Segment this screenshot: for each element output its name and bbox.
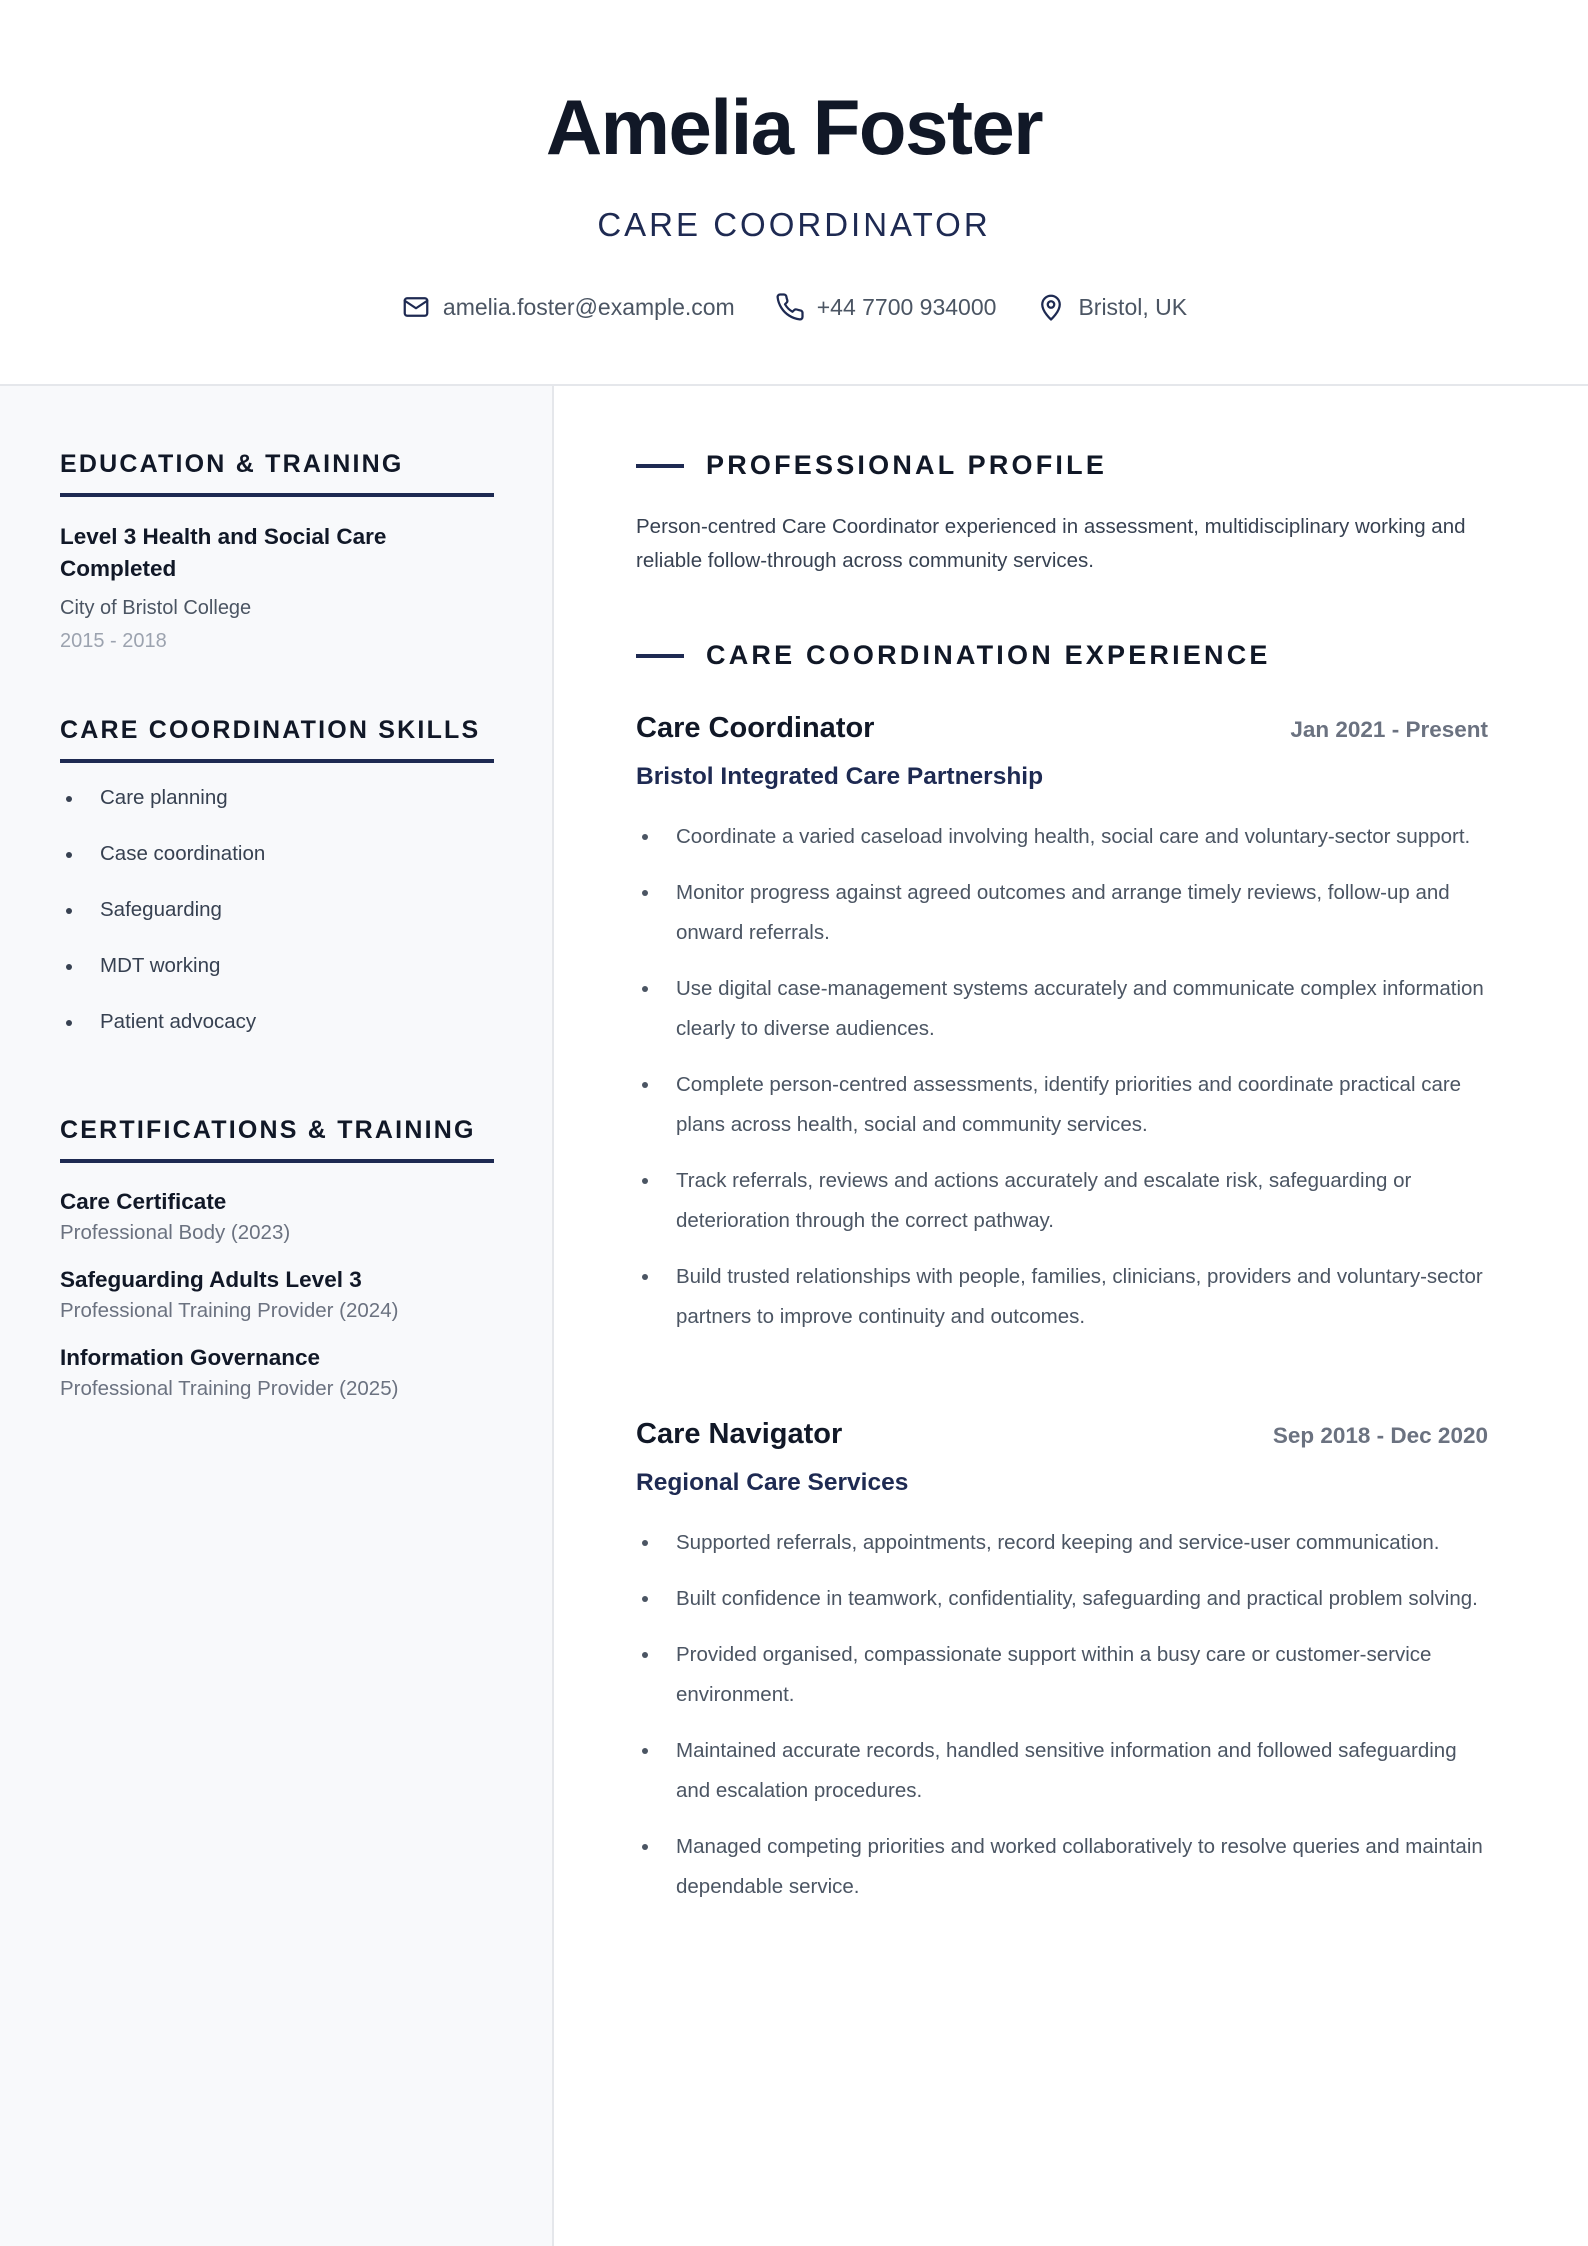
cert-item [60,1345,494,1401]
cert-name: Information Governance [60,1345,321,1370]
skill-item: Care planning [60,785,494,841]
experience-heading [636,640,1271,671]
job-bullet: Build trusted relationships with people, families, clinicians, providers and voluntary-sector partners to improve continuity and outcomes. [636,1257,1488,1337]
contact-location-text: Bristol, UK [1078,293,1188,320]
skill-item: Safeguarding [60,897,494,953]
mail-icon [401,292,431,322]
contact-email-text: amelia.foster@example.com [442,293,735,320]
job-entry [636,1418,1488,1923]
skills-section [60,716,494,1065]
education-years: 2015 - 2018 [60,630,167,652]
sidebar [0,386,554,2246]
job-bullet: Supported referrals, appointments, record keeping and service-user communication. [636,1523,1488,1563]
education-heading: EDUCATION & TRAINING [60,450,494,497]
experience-heading-text: CARE COORDINATION EXPERIENCE [706,640,1271,670]
candidate-name: Amelia Foster [545,83,1043,171]
skill-item: Case coordination [60,841,494,897]
job-bullet: Track referrals, reviews and actions accurately and escalate risk, safeguarding or deterioration through the correct pathway. [636,1161,1488,1241]
education-degree: Level 3 Health and Social Care Completed [60,524,387,581]
job-dates: Jan 2021 - Present [1290,717,1488,742]
job-bullet: Provided organised, compassionate support within a busy care or customer-service environment. [636,1635,1488,1715]
cert-org: Professional Body (2023) [60,1221,291,1244]
resume-header [0,0,1588,386]
skill-item: Patient advocacy [60,1009,494,1065]
certifications-section [60,1116,494,1401]
job-bullets [636,817,1488,1337]
job-header [636,1418,1488,1451]
contact-phone-text: +44 7700 934000 [816,293,997,320]
job-bullet: Monitor progress against agreed outcomes and arrange timely reviews, follow-up and onward referrals. [636,873,1488,953]
contact-email[interactable] [401,292,735,322]
profile-heading [636,450,1107,481]
map-pin-icon [1036,292,1066,322]
contact-location [1036,292,1187,322]
education-section [60,450,494,653]
job-bullet: Coordinate a varied caseload involving health, social care and voluntary-sector support. [636,817,1488,857]
job-organization: Regional Care Services [636,1469,909,1496]
job-bullet: Use digital case-management systems accurately and communicate complex information clearly to diverse audiences. [636,969,1488,1049]
cert-name: Safeguarding Adults Level 3 [60,1267,362,1292]
education-school: City of Bristol College [60,597,252,619]
job-title: Care Coordinator [636,712,875,744]
cert-name: Care Certificate [60,1189,227,1214]
profile-text: Person-centred Care Coordinator experienced in assessment, multidisciplinary working and reliable follow-through across community services. [636,515,1466,572]
job-bullet: Managed competing priorities and worked collaboratively to resolve queries and maintain dependable service. [636,1827,1488,1907]
job-bullet: Complete person-centred assessments, identify priorities and coordinate practical care plans across health, social and community services. [636,1065,1488,1145]
skill-item: MDT working [60,953,494,1009]
candidate-role: CARE COORDINATOR [597,206,991,243]
job-title: Care Navigator [636,1418,843,1450]
job-entry [636,712,1488,1353]
job-bullet: Maintained accurate records, handled sensitive information and followed safeguarding and escalation procedures. [636,1731,1488,1811]
certifications-heading: CERTIFICATIONS & TRAINING [60,1116,494,1163]
job-header [636,712,1488,745]
heading-rule [636,464,684,468]
contact-bar [0,292,1588,322]
job-bullet: Built confidence in teamwork, confidentiality, safeguarding and practical problem solving. [636,1579,1488,1619]
cert-item [60,1189,494,1245]
heading-rule [636,654,684,658]
job-dates: Sep 2018 - Dec 2020 [1272,1423,1488,1448]
job-bullets [636,1523,1488,1907]
profile-heading-text: PROFESSIONAL PROFILE [706,450,1108,480]
cert-org: Professional Training Provider (2024) [60,1299,399,1322]
cert-org: Professional Training Provider (2025) [60,1377,399,1400]
skills-heading: CARE COORDINATION SKILLS [60,716,494,763]
phone-icon [775,292,805,322]
skills-list [60,785,494,1065]
job-organization: Bristol Integrated Care Partnership [636,763,1044,790]
contact-phone[interactable] [775,292,997,322]
cert-item [60,1267,494,1323]
